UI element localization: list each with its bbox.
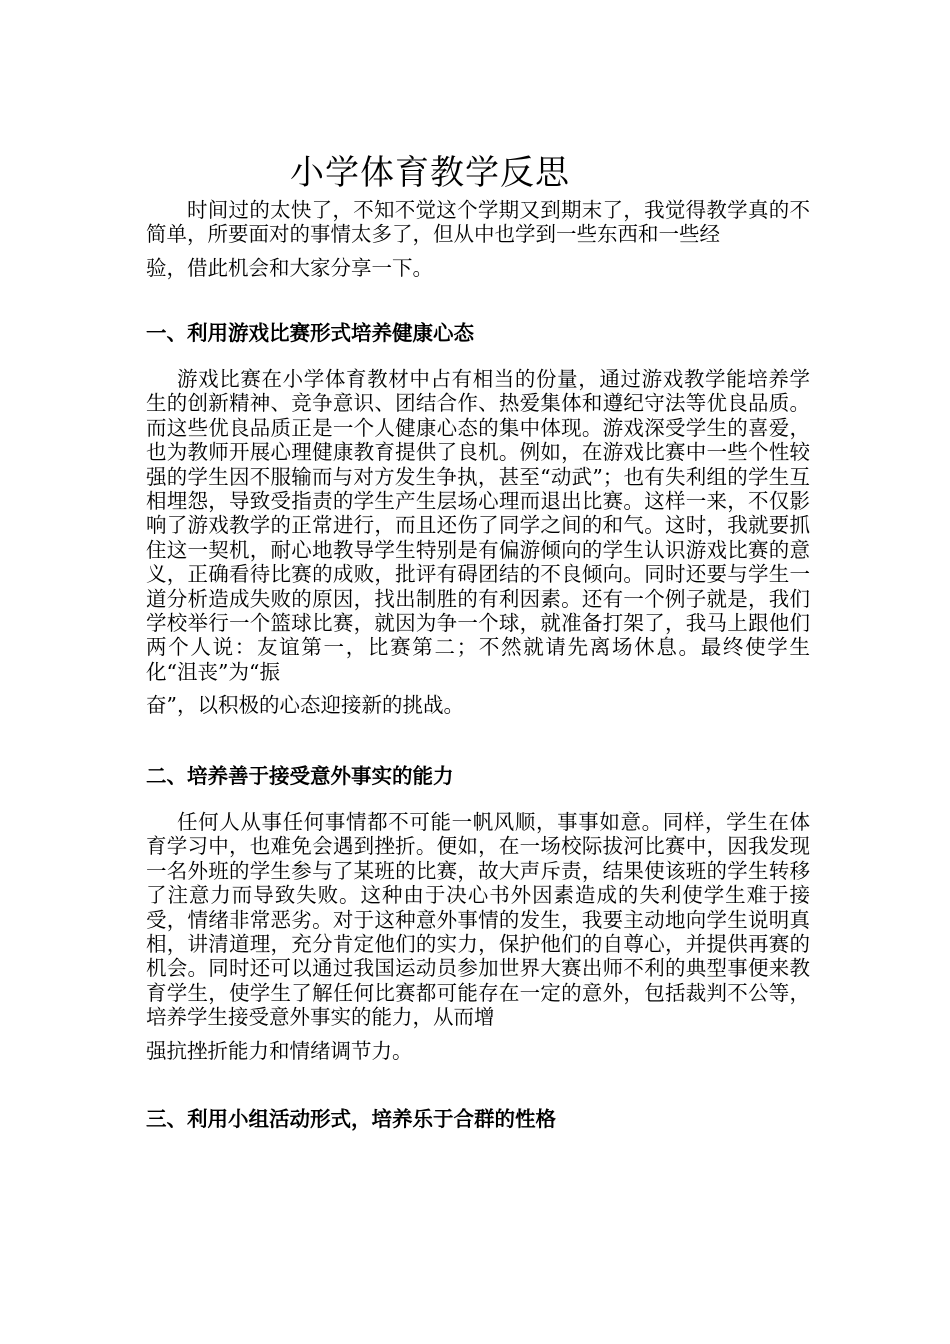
intro-paragraph [146, 198, 810, 280]
intro-last-line: 验，借此机会和大家分享一下。 [146, 255, 433, 280]
section-heading-2: 二、培养善于接受意外事实的能力 [146, 764, 454, 788]
section-heading-1: 一、利用游戏比赛形式培养健康心态 [146, 321, 474, 345]
section-2-last-line: 强抗挫折能力和情绪调节力。 [146, 1038, 413, 1063]
section-paragraph-1 [146, 367, 810, 718]
section-1-last-line: 奋”，以积极的心态迎接新的挑战。 [146, 693, 464, 718]
intro-body: 时间过的太快了，不知不觉这个学期又到期末了，我觉得教学真的不简单，所要面对的事情太多了，但从中也学到一些东西和一些经 [146, 198, 810, 247]
section-1-body: 游戏比赛在小学体育教材中占有相当的份量，通过游戏教学能培养学生的创新精神、竞争意识、团结合作、热爱集体和遵纪守法等优良品质。而这些优良品质正是一个人健康心态的集中体现。游戏深受学生的喜爱，也为教师开展心理健康教育提供了良机。例如，在游戏比赛中一些个性较强的学生因不服输而与对方发生争执，甚至“动武”；也有失利组的学生互相埋怨，导致受指责的学生产生层场心理而退出比赛。这样一来，不仅影响了游戏教学的正常进行，而且还伤了同学之间的和气。这时，我就要抓住这一契机，耐心地教导学生特别是有偏游倾向的学生认识游戏比赛的意义，正确看待比赛的成败，批评有碍团结的不良倾向。同时还要与学生一道分析造成失败的原因，找出制胜的有利因素。还有一个例子就是，我们学校举行一个篮球比赛，就因为争一个球，就准备打架了，我马上跟他们两个人说：友谊第一，比赛第二；不然就请先离场休息。最终使学生化“沮丧”为“振 [146, 367, 810, 684]
section-2-body: 任何人从事任何事情都不可能一帆风顺，事事如意。同样，学生在体育学习中，也难免会遇到挫折。便如，在一场校际拔河比赛中，因我发现一名外班的学生参与了某班的比赛，故大声斥责，结果使该班的学生转移了注意力而导致失败。这种由于决心书外因素造成的失利使学生难于接受，情绪非常恶劣。对于这种意外事情的发生，我要主动地向学生说明真相，讲清道理，充分肯定他们的实力，保护他们的自尊心，并提供再赛的机会。同时还可以通过我国运动员参加世界大赛出师不利的典型事便来教育学生，使学生了解任何比赛都可能存在一定的意外，包括裁判不公等，培养学生接受意外事实的能力，从而增 [146, 810, 810, 1030]
page-title: 小学体育教学反思 [290, 152, 570, 193]
section-heading-3: 三、利用小组活动形式，培养乐于合群的性格 [146, 1107, 556, 1131]
section-paragraph-2 [146, 810, 810, 1063]
